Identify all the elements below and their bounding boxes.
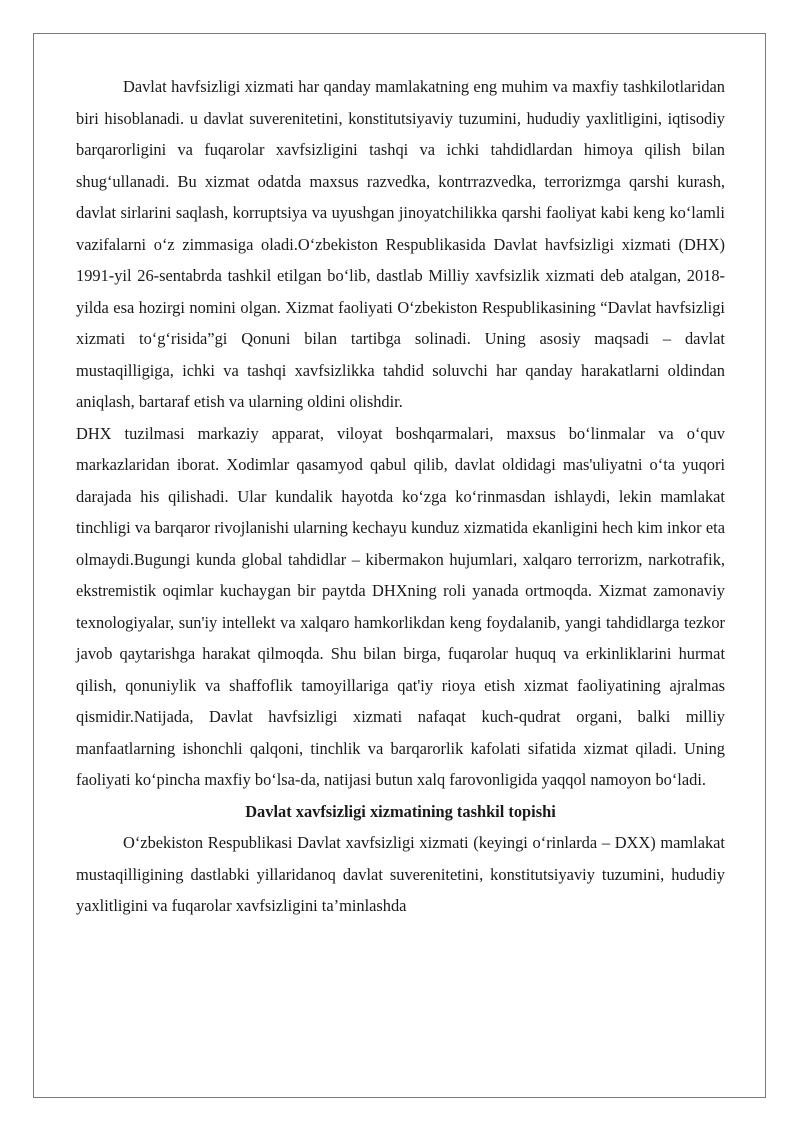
- paragraph-intro: Davlat havfsizligi xizmati har qanday mamlakatning eng muhim va maxfiy tashkilotlaridan biri hisoblanadi. u davlat suverenitetini, konstitutsiyaviy tuzumini, hududiy yaxlitligini, iqtisodiy barqarorligini va fuqarolar xavfsizligini tashqi va ichki tahdidlardan himoya qilish bilan shugʻullanadi. Bu xizmat odatda maxsus razvedka, kontrrazvedka, terrorizmga qarshi kurash, davlat sirlarini saqlash, korruptsiya va uyushgan jinoyatchilikka qarshi faoliyat kabi keng koʻlamli vazifalarni oʻz zimmasiga oladi.Oʻzbekiston Respublikasida Davlat havfsizligi xizmati (DHX) 1991-yil 26-sentabrda tashkil etilgan boʻlib, dastlab Milliy xavfsizlik xizmati deb atalgan, 2018-yilda esa hozirgi nomini olgan. Xizmat faoliyati Oʻzbekiston Respublikasining “Davlat havfsizligi xizmati toʻgʻrisida”gi Qonuni bilan tartibga solinadi. Uning asosiy maqsadi – davlat mustaqilligiga, ichki va tashqi xavfsizlikka tahdid soluvchi har qanday harakatlarni oldindan aniqlash, bartaraf etish va ularning oldini olishdir.: [76, 77, 725, 411]
- document-body: [76, 71, 725, 922]
- paragraph-history: Oʻzbekiston Respublikasi Davlat xavfsizligi xizmati (keyingi oʻrinlarda – DXX) mamlakat mustaqilligining dastlabki yillaridanoq davlat suverenitetini, konstitutsiyaviy tuzumini, hududiy yaxlitligini va fuqarolar xavfsizligini ta’minlashda: [76, 833, 725, 915]
- section-heading: Davlat xavfsizligi xizmatining tashkil topishi: [245, 801, 556, 821]
- paragraph-structure: DHX tuzilmasi markaziy apparat, viloyat boshqarmalari, maxsus boʻlinmalar va oʻquv markazlaridan iborat. Xodimlar qasamyod qabul qilib, davlat oldidagi mas'uliyatni oʻta yuqori darajada his qilishadi. Ular kundalik hayotda koʻzga koʻrinmasdan ishlaydi, lekin mamlakat tinchligi va barqaror rivojlanishi ularning kechayu kunduz xizmatida ekanligini hech kim inkor eta olmaydi.Bugungi kunda global tahdidlar – kibermakon hujumlari, xalqaro terrorizm, narkotrafik, ekstremistik oqimlar kuchaygan bir paytda DHXning roli yanada ortmoqda. Xizmat zamonaviy texnologiyalar, sun'iy intellekt va xalqaro hamkorlikdan keng foydalanib, yangi tahdidlarga tezkor javob qaytarishga harakat qilmoqda. Shu bilan birga, fuqarolar huquq va erkinliklarini hurmat qilish, qonuniylik va shaffoflik tamoyillariga qat'iy rioya etish xizmat faoliyatining ajralmas qismidir.Natijada, Davlat havfsizligi xizmati nafaqat kuch-qudrat organi, balki milliy manfaatlarning ishonchli qalqoni, tinchlik va barqarorlik kafolati sifatida xizmat qiladi. Uning faoliyati koʻpincha maxfiy boʻlsa-da, natijasi butun xalq farovonligida yaqqol namoyon boʻladi.: [76, 423, 725, 789]
